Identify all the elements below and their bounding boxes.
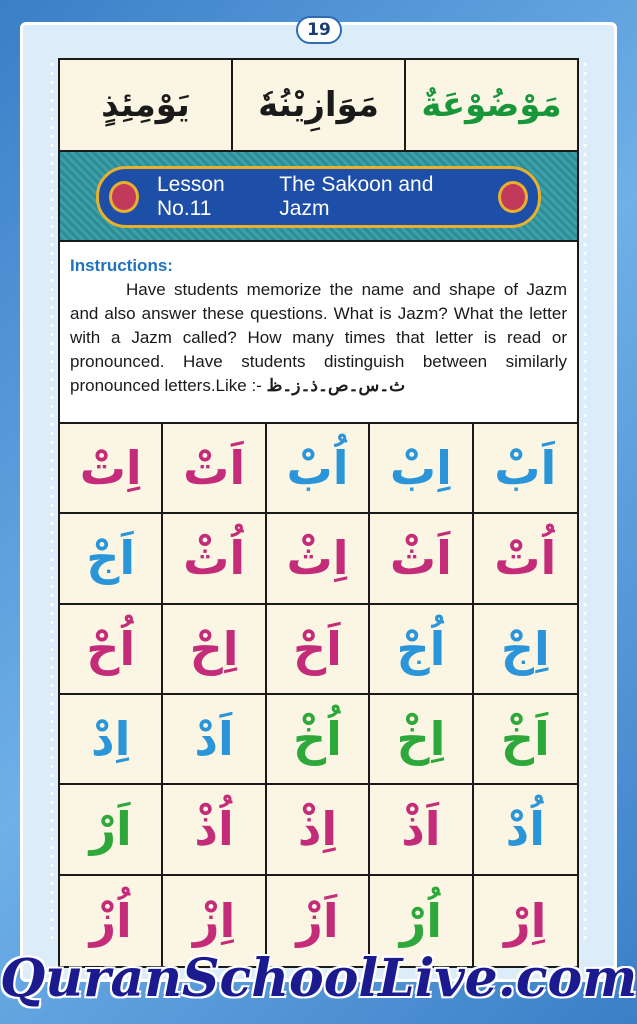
letter-cell: اَثْ [370,514,473,604]
letter-cell: اِجْ [474,605,577,695]
lesson-band [60,152,577,242]
banner-ornament-right [498,181,528,213]
letter-cell: اَخْ [474,695,577,785]
letter-cell: اُبْ [267,424,370,514]
letter-cell: اَتْ [163,424,266,514]
header-words-row [60,60,577,152]
letter-cell: اُجْ [370,605,473,695]
header-word: مَوَازِيْنُهٗ [231,60,404,150]
letter-cell: اَرْ [60,785,163,875]
letter-cell: اِحْ [163,605,266,695]
letter-cell: اُذْ [163,785,266,875]
instructions-arabic-examples: ث۔س۔ص۔ذ۔ز۔ظ [266,376,406,395]
letter-cell: اِبْ [370,424,473,514]
letter-cell: اَحْ [267,605,370,695]
left-dot-border [50,60,54,940]
letter-cell: اِزْ [163,876,266,966]
lesson-title: The Sakoon and Jazm [279,173,434,220]
letter-cell: اِذْ [267,785,370,875]
letter-cell: اُحْ [60,605,163,695]
letter-cell: اَذْ [370,785,473,875]
letter-cell: اِدْ [60,695,163,785]
letter-cell: اُخْ [267,695,370,785]
letter-cell: اَدْ [163,695,266,785]
letter-cell: اِخْ [370,695,473,785]
letter-cell: اَزْ [267,876,370,966]
letter-cell: اُثْ [163,514,266,604]
lesson-page [58,58,579,968]
letter-cell: اِتْ [60,424,163,514]
instructions-body [70,278,567,398]
header-word: يَوْمِئِذٍ [101,85,190,125]
letter-cell: اَبْ [474,424,577,514]
page-number: 19 [296,16,342,44]
letter-cell: اُرْ [370,876,473,966]
header-word: مَوْضُوْعَةٌ [404,60,577,150]
instructions-text: Have students memorize the name and shape of Jazm and also answer these questions. What is Jazm? What the letter with a Jazm called? How many times that letter is read or pronounced. Have students distinguish between similarly pronounced letters.Like :- [70,280,567,395]
letter-cell: اُزْ [60,876,163,966]
letter-cell: اِثْ [267,514,370,604]
letter-cell: اُتْ [474,514,577,604]
instructions-title: Instructions: [70,256,173,275]
right-dot-border [583,60,587,940]
watermark-text: QuranSchoolLive.com [0,948,637,1009]
lesson-number: Lesson No.11 [157,173,225,220]
banner-ornament-left [109,181,139,213]
letter-cell: اَجْ [60,514,163,604]
instructions-box [60,242,577,424]
lesson-banner [96,166,541,228]
letter-cell: اُدْ [474,785,577,875]
letter-grid [60,424,577,966]
letter-cell: اِرْ [504,893,547,948]
